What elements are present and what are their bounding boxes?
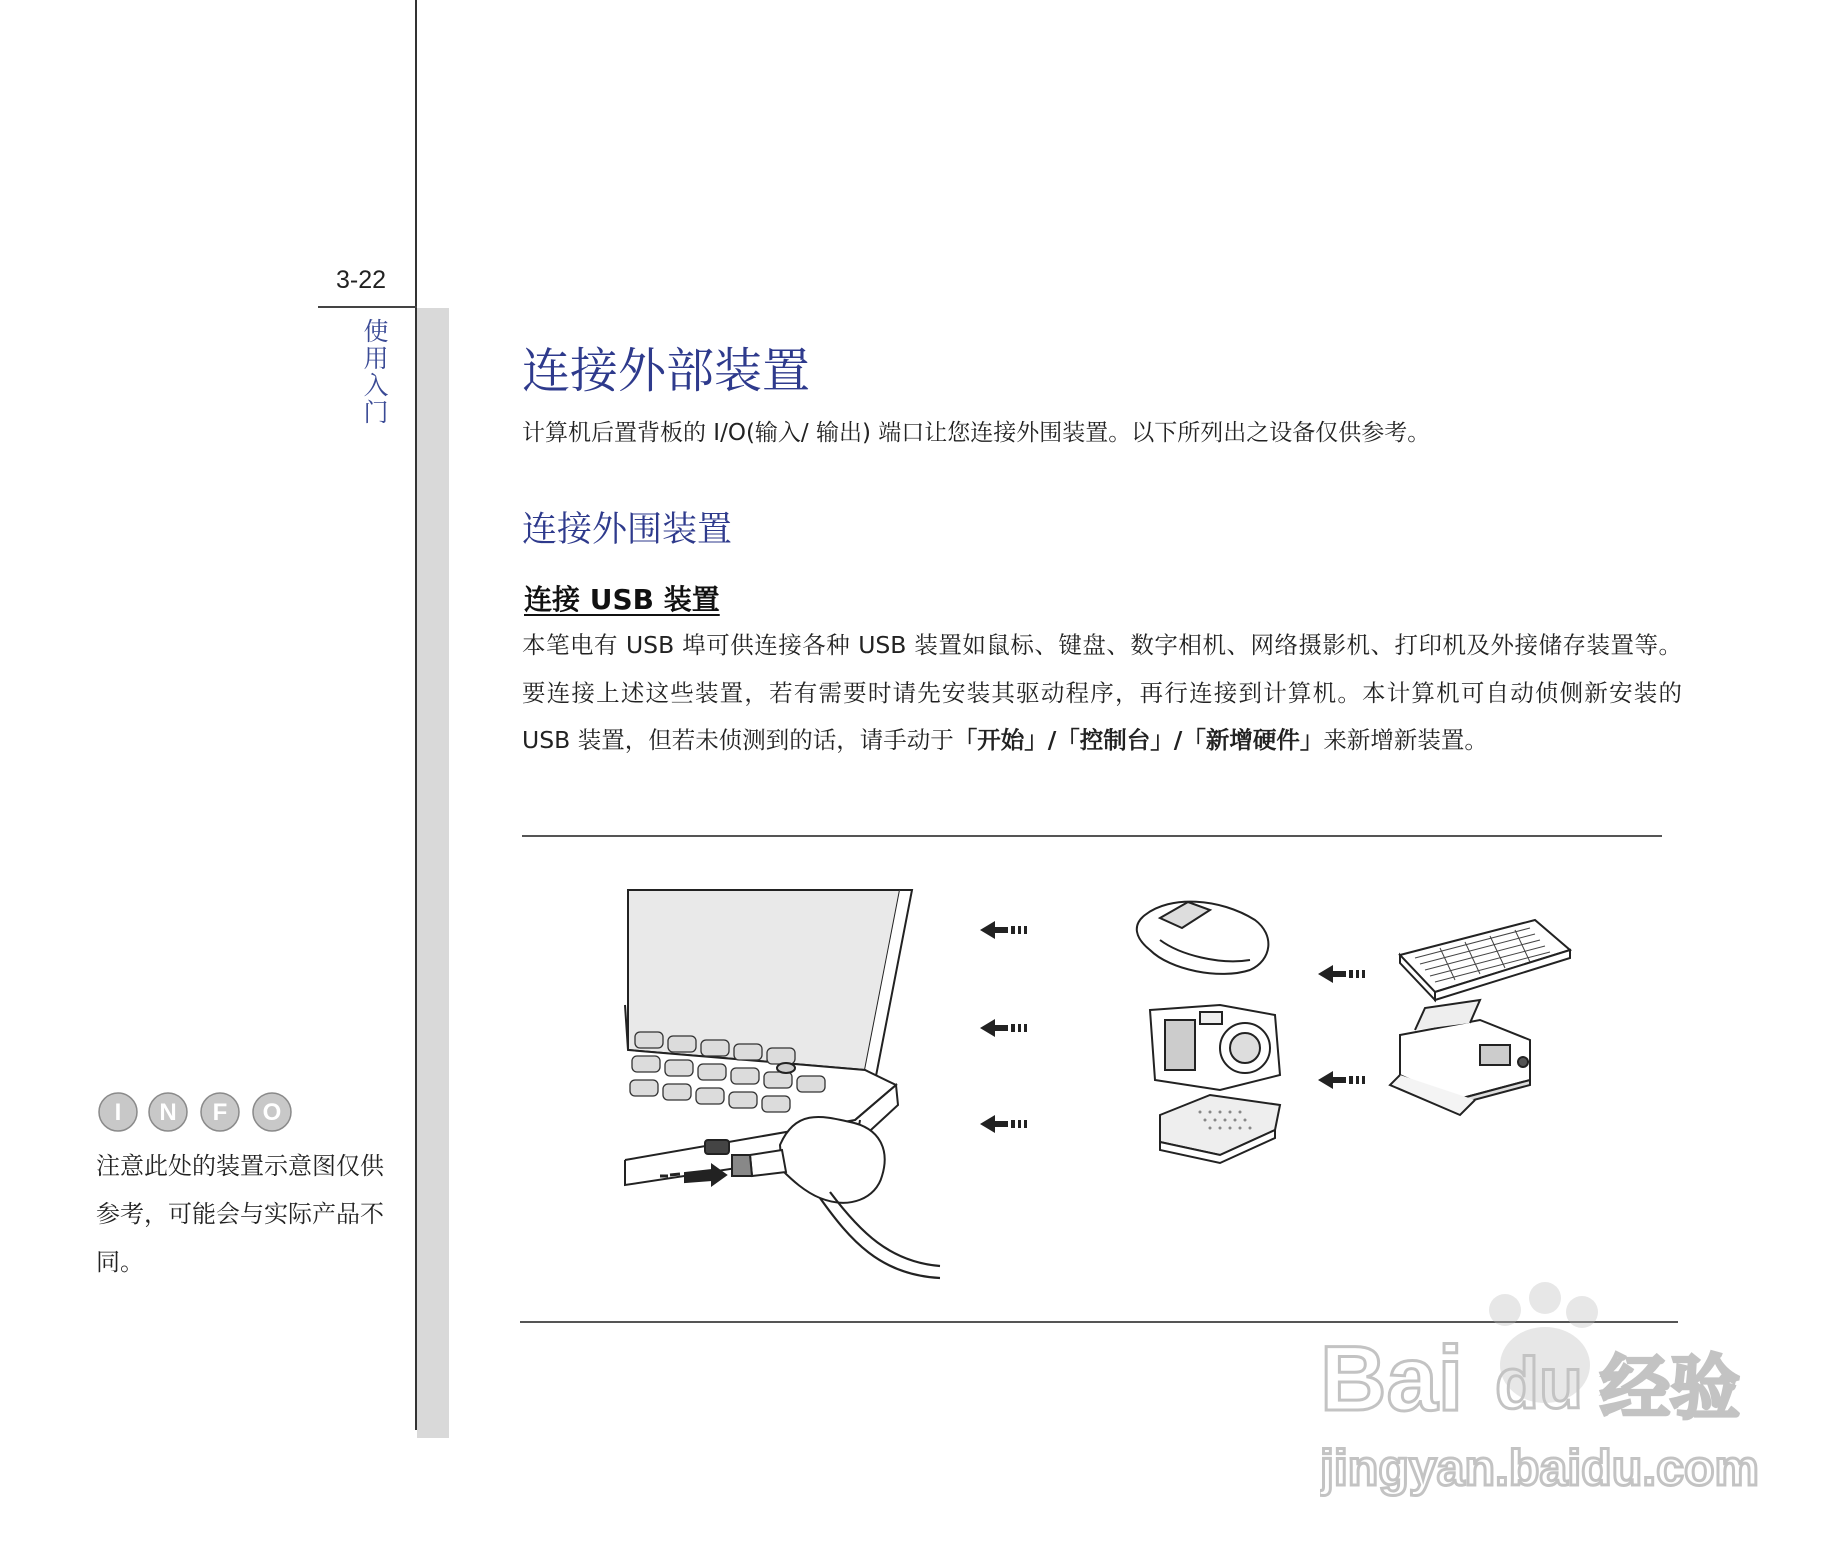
chapter-label: 使用入门 (360, 318, 389, 426)
keyboard-icon (1400, 920, 1570, 1000)
arrow-left-icon (980, 1115, 1027, 1133)
body-paragraph (522, 622, 1682, 765)
paragraph-text-end: 来新增新装置。 (1323, 726, 1488, 754)
mouse-icon (1137, 902, 1269, 974)
badge-letter-f: F (212, 1099, 228, 1126)
watermark-cn: 经验 (1600, 1349, 1740, 1427)
laptop-usb-port (625, 890, 940, 1278)
menu-path-text: 「开始」/「控制台」/「新增硬件」 (953, 726, 1324, 754)
margin-shade (417, 308, 449, 1438)
camera-icon (1150, 1005, 1280, 1090)
intro-text: 计算机后置背板的 I/O(输入/ 输出) 端口让您连接外围装置。以下所列出之设备仅供参考。 (522, 420, 1431, 446)
watermark-url: jingyan.baidu.com (1320, 1440, 1759, 1496)
badge-letter-o: O (262, 1099, 282, 1126)
arrow-left-icon (1318, 1071, 1365, 1089)
watermark-brand-2: du (1495, 1344, 1583, 1424)
subsection-heading: 连接 USB 装置 (524, 583, 720, 616)
figure-top-rule (522, 835, 1662, 837)
printer-icon (1390, 1000, 1530, 1115)
info-badge-icon (96, 1090, 306, 1134)
page-number: 3-22 (336, 266, 387, 294)
arrow-left-icon (980, 921, 1027, 939)
section-heading: 连接外围装置 (522, 510, 733, 550)
arrow-left-icon (980, 1019, 1027, 1037)
page-title: 连接外部装置 (522, 343, 811, 399)
baidu-watermark-logo (1320, 1280, 1780, 1520)
external-drive-icon (1160, 1095, 1280, 1163)
info-note: 注意此处的装置示意图仅供参考，可能会与实际产品不同。 (96, 1152, 384, 1276)
page-number-rule (318, 306, 417, 308)
badge-letter-i: I (114, 1099, 122, 1126)
badge-letter-n: N (159, 1099, 177, 1126)
watermark-brand: Bai (1320, 1328, 1464, 1430)
arrow-left-icon (1318, 965, 1365, 983)
usb-devices-illustration (520, 880, 1680, 1310)
paragraph-text: 本笔电有 USB 埠可供连接各种 USB 装置如鼠标、键盘、数字相机、网络摄影机、打印机及外接储存装置等。要连接上述这些装置，若有需要时请先安装其驱动程序，再行连接到计算机。本计算机可自动侦侧新安装的 USB 装置，但若未侦测到的话，请手动于 (522, 631, 1682, 754)
